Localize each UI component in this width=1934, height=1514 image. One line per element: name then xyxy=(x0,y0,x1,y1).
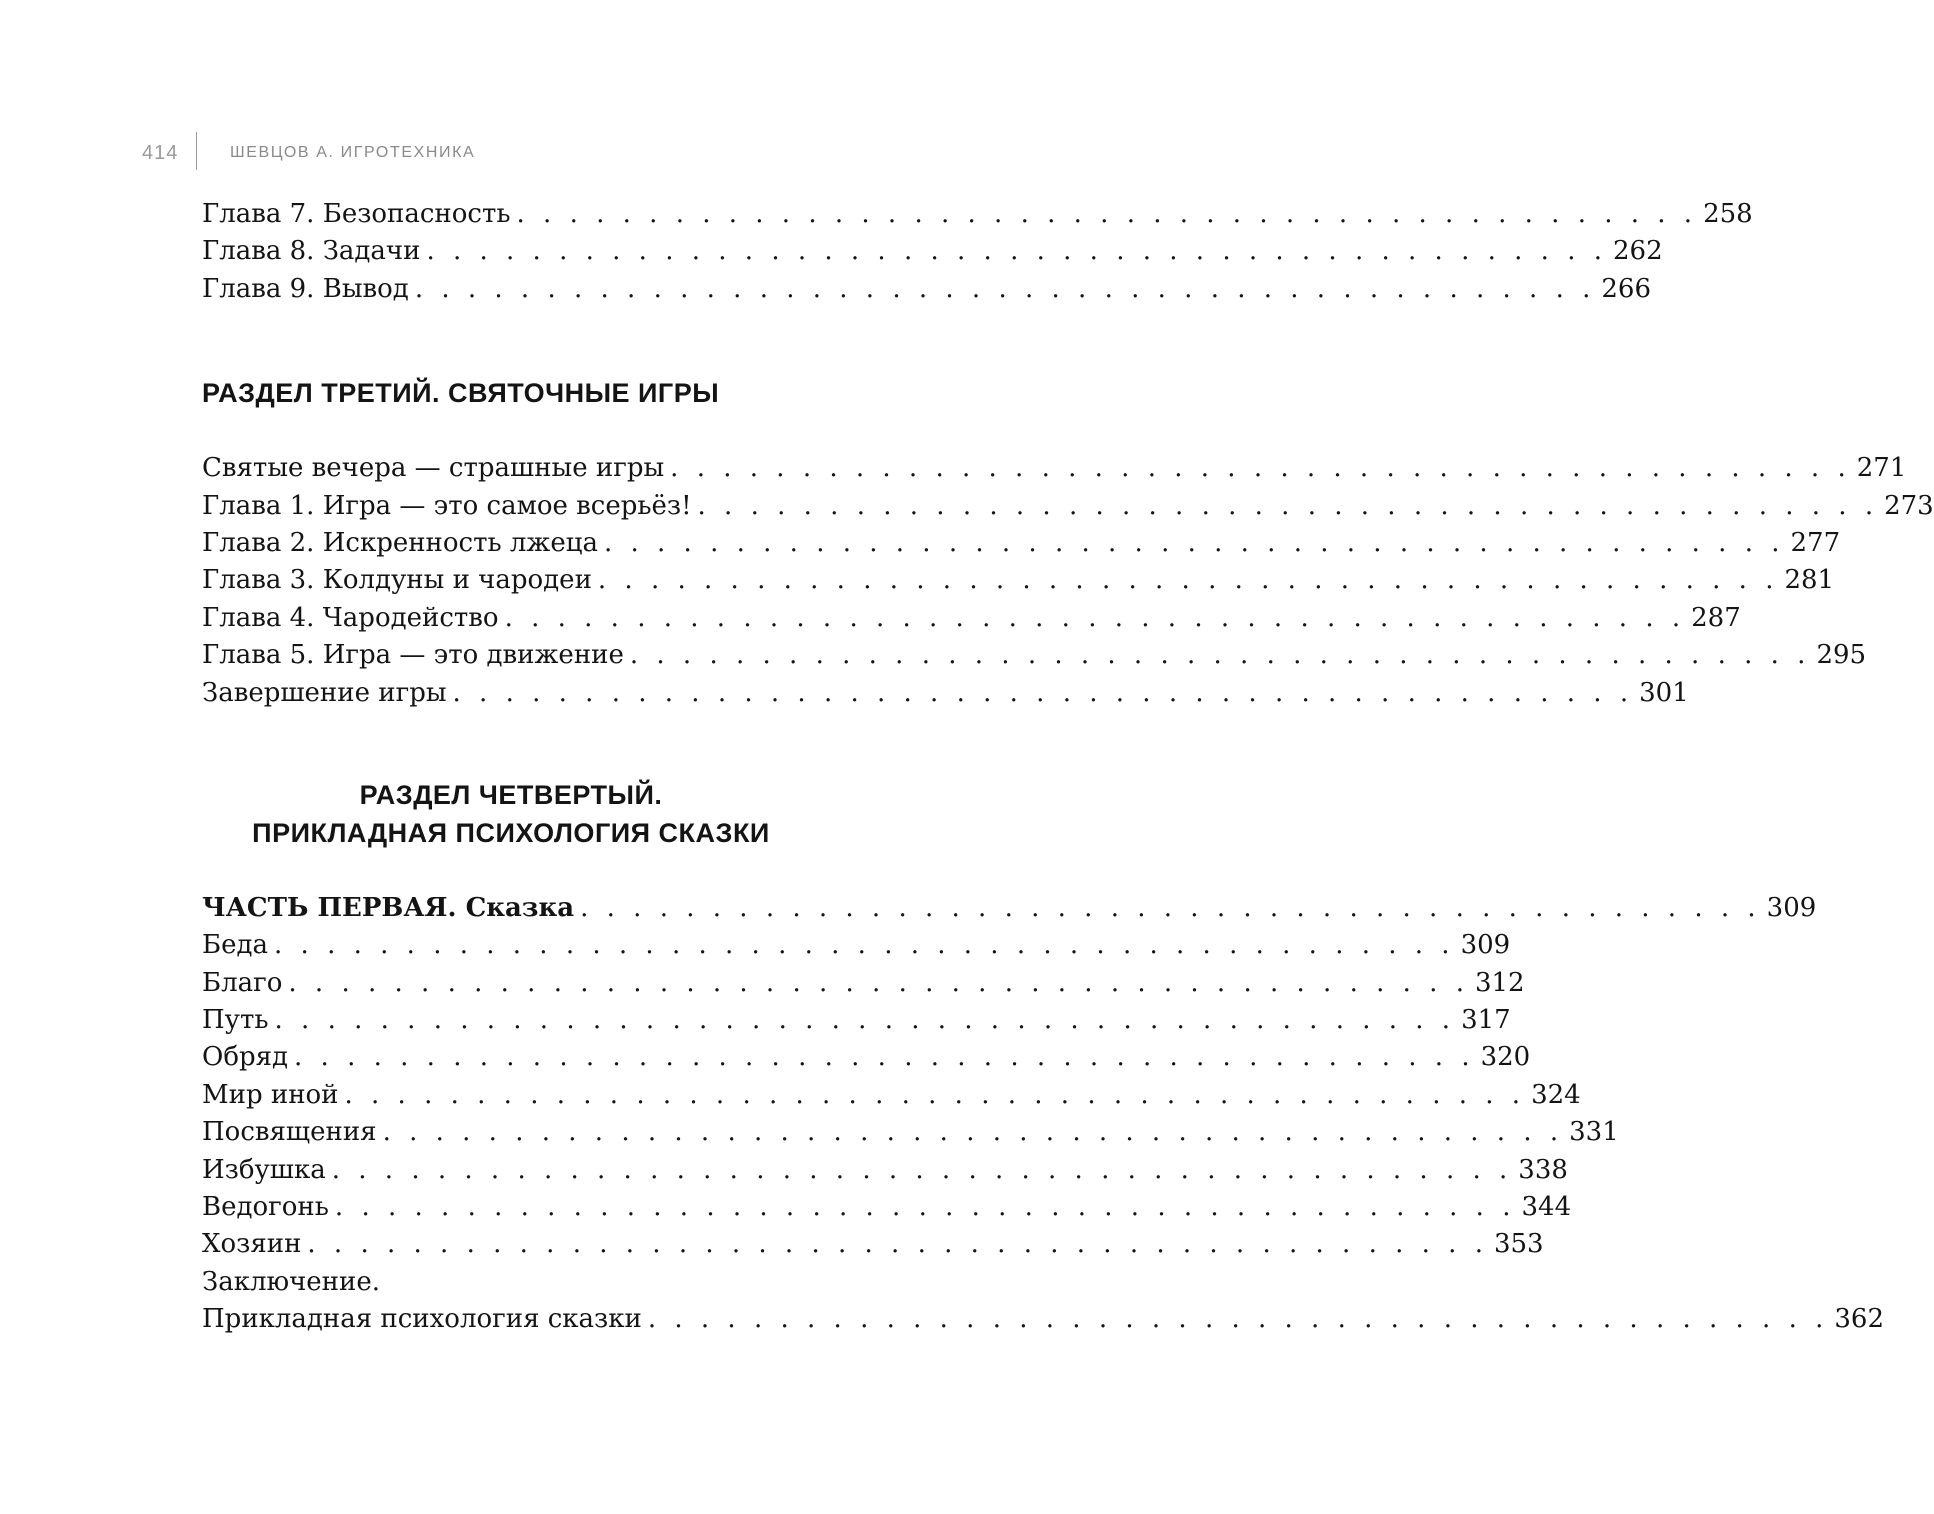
toc-entry-label: Завершение игры xyxy=(202,677,447,708)
toc-entry[interactable] xyxy=(202,1039,1531,1076)
toc-entry-page: 295 xyxy=(1816,640,1867,671)
leader-dots: . . . . . . . . . . . . . . . . . . . . . . . . . . . . . . . . . . . . . . . . . . . . . xyxy=(294,1042,1475,1073)
toc-entry[interactable] xyxy=(202,1002,1511,1039)
toc-entry-label: Заключение. xyxy=(202,1266,380,1297)
toc-entry-page: 309 xyxy=(1766,892,1817,923)
section-3-title: РАЗДЕЛ ТРЕТИЙ. СВЯТОЧНЫЕ ИГРЫ xyxy=(202,378,720,409)
toc-entry[interactable] xyxy=(202,450,1907,487)
toc-entry-page: 273 xyxy=(1884,490,1934,521)
toc-entry[interactable] xyxy=(202,271,1652,308)
leader-dots: . . . . . . . . . . . . . . . . . . . . . . . . . . . . . . . . . . . . . . . . . . . . . xyxy=(414,273,1596,304)
toc-entry[interactable] xyxy=(202,600,1741,637)
toc-entry[interactable] xyxy=(202,1114,1619,1151)
toc-entry-label: Хозяин xyxy=(202,1229,302,1260)
leader-dots: . . . . . . . . . . . . . . . . . . . . . . . . . . . . . . . . . . . . . . . . . . . . . xyxy=(597,565,1779,596)
toc-entry-page: 271 xyxy=(1856,453,1907,484)
toc-entry-label: Глава 1. Игра — это самое всерьёз! xyxy=(202,490,692,521)
toc-entry-label: Путь xyxy=(202,1005,269,1036)
toc-entry[interactable] xyxy=(202,1189,1572,1226)
toc-part-label: ЧАСТЬ ПЕРВАЯ. Сказка xyxy=(202,892,575,923)
leader-dots: . . . . . . . . . . . . . . . . . . . . . . . . . . . . . . . . . . . . . . . . . . . . . xyxy=(307,1229,1488,1260)
toc-entry-page: 277 xyxy=(1790,527,1841,558)
toc-entry-label: Глава 8. Задачи xyxy=(202,236,421,267)
toc-entry[interactable] xyxy=(202,1226,1544,1263)
toc-entry[interactable] xyxy=(202,675,1689,712)
book-title: ШЕВЦОВ А. ИГРОТЕХНИКА xyxy=(230,144,476,161)
leader-dots: . . . . . . . . . . . . . . . . . . . . . . . . . . . . . . . . . . . . . . . . . . . . . xyxy=(274,1005,1456,1036)
toc-entry-label: Избушка xyxy=(202,1154,326,1185)
toc-entry-page: 331 xyxy=(1569,1117,1619,1148)
leader-dots: . . . . . . . . . . . . . . . . . . . . . . . . . . . . . . . . . . . . . . . . . . . . . xyxy=(670,453,1851,484)
leader-dots: . . . . . . . . . . . . . . . . . . . . . . . . . . . . . . . . . . . . . . . . . . . . . xyxy=(580,892,1761,923)
toc-entry-label: Глава 7. Безопасность xyxy=(202,199,511,229)
toc-entry-page: 258 xyxy=(1703,199,1753,229)
toc-entry-label: Мир иной xyxy=(202,1079,339,1110)
toc-entry[interactable] xyxy=(202,1077,1581,1114)
leader-dots: . . . . . . . . . . . . . . . . . . . . . . . . . . . . . . . . . . . . . . . . . . . . . xyxy=(629,640,1811,671)
toc-entry[interactable] xyxy=(202,525,1841,562)
toc-entry-label: Глава 3. Колдуны и чародеи xyxy=(202,565,592,596)
toc-entry-label: Беда xyxy=(202,930,269,961)
leader-dots: . . . . . . . . . . . . . . . . . . . . . . . . . . . . . . . . . . . . . . . . . . . . . xyxy=(344,1079,1526,1110)
toc-entry-label: Глава 2. Искренность лжеца xyxy=(202,527,598,558)
toc-entry-page: 324 xyxy=(1531,1079,1581,1110)
running-head xyxy=(0,138,1000,172)
leader-dots: . . . . . . . . . . . . . . . . . . . . . . . . . . . . . . . . . . . . . . . . . . . . . xyxy=(647,1304,1829,1335)
toc-entry[interactable] xyxy=(202,562,1835,599)
toc-entry-label: Обряд xyxy=(202,1042,289,1073)
toc-entry-label: Ведогонь xyxy=(202,1192,329,1223)
toc-entry-page: 301 xyxy=(1639,677,1689,708)
toc-entry[interactable] xyxy=(202,637,1867,674)
toc-entry[interactable] xyxy=(202,927,1511,964)
page-number: 414 xyxy=(142,142,179,164)
toc-entry-page: 353 xyxy=(1493,1229,1544,1260)
toc-entry-page: 287 xyxy=(1691,602,1741,633)
toc-entry-page: 309 xyxy=(1460,930,1511,961)
table-of-contents xyxy=(202,196,1934,1339)
toc-entry-label: Прикладная психология сказки xyxy=(202,1304,642,1335)
leader-dots: . . . . . . . . . . . . . . . . . . . . . . . . . . . . . . . . . . . . . . . . . . . . . xyxy=(516,199,1698,229)
toc-entry[interactable] xyxy=(202,233,1663,270)
toc-entry[interactable] xyxy=(202,196,1753,233)
toc-entry-page: 281 xyxy=(1784,565,1835,596)
header-divider xyxy=(196,132,197,170)
toc-entry-label: Благо xyxy=(202,967,283,998)
toc-entry-label: Посвящения xyxy=(202,1117,377,1148)
leader-dots: . . . . . . . . . . . . . . . . . . . . . . . . . . . . . . . . . . . . . . . . . . . . . xyxy=(452,677,1634,708)
leader-dots: . . . . . . . . . . . . . . . . . . . . . . . . . . . . . . . . . . . . . . . . . . . . . xyxy=(288,967,1469,998)
toc-entry-page: 317 xyxy=(1461,1005,1511,1036)
toc-entry-page: 320 xyxy=(1480,1042,1531,1073)
leader-dots: . . . . . . . . . . . . . . . . . . . . . . . . . . . . . . . . . . . . . . . . . . . . . xyxy=(426,236,1607,267)
toc-entry-label: Святые вечера — страшные игры xyxy=(202,453,665,484)
toc-entry-page: 344 xyxy=(1521,1192,1572,1223)
leader-dots: . . . . . . . . . . . . . . . . . . . . . . . . . . . . . . . . . . . . . . . . . . . . . xyxy=(274,930,1455,961)
toc-entry-page: 266 xyxy=(1601,273,1652,304)
section-4-title xyxy=(202,776,820,852)
toc-entry-page: 338 xyxy=(1518,1154,1568,1185)
toc-entry[interactable] xyxy=(202,488,1934,525)
toc-entry-page: 362 xyxy=(1834,1304,1885,1335)
leader-dots: . . . . . . . . . . . . . . . . . . . . . . . . . . . . . . . . . . . . . . . . . . . . . xyxy=(697,490,1879,521)
toc-entry-label: Глава 5. Игра — это движение xyxy=(202,640,624,671)
toc-entry-page: 312 xyxy=(1474,967,1525,998)
section-4-title-line-1: РАЗДЕЛ ЧЕТВЕРТЫЙ. xyxy=(359,779,663,810)
toc-part-entry[interactable] xyxy=(202,890,1817,927)
section-4-title-line-2: ПРИКЛАДНАЯ ПСИХОЛОГИЯ СКАЗКИ xyxy=(252,817,770,848)
leader-dots: . . . . . . . . . . . . . . . . . . . . . . . . . . . . . . . . . . . . . . . . . . . . . xyxy=(334,1192,1516,1223)
toc-entry[interactable] xyxy=(202,1301,1885,1338)
toc-entry-label: Глава 9. Вывод xyxy=(202,273,409,304)
toc-entry[interactable] xyxy=(202,965,1525,1002)
leader-dots: . . . . . . . . . . . . . . . . . . . . . . . . . . . . . . . . . . . . . . . . . . . . . xyxy=(603,527,1785,558)
toc-conclusion-line-1[interactable] xyxy=(202,1264,820,1301)
toc-entry-label: Глава 4. Чародейство xyxy=(202,602,499,633)
leader-dots: . . . . . . . . . . . . . . . . . . . . . . . . . . . . . . . . . . . . . . . . . . . . . xyxy=(382,1117,1564,1148)
leader-dots: . . . . . . . . . . . . . . . . . . . . . . . . . . . . . . . . . . . . . . . . . . . . . xyxy=(504,602,1686,633)
leader-dots: . . . . . . . . . . . . . . . . . . . . . . . . . . . . . . . . . . . . . . . . . . . . . xyxy=(331,1154,1513,1185)
toc-entry-page: 262 xyxy=(1613,236,1663,267)
toc-entry[interactable] xyxy=(202,1152,1568,1189)
